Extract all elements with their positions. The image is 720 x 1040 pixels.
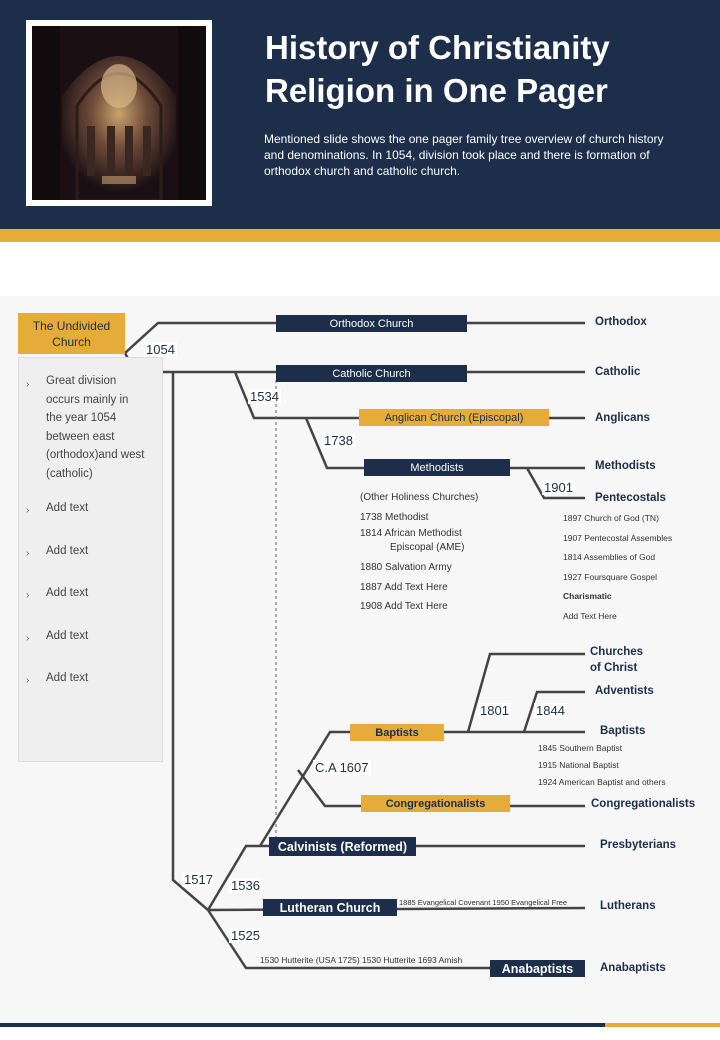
list-item: 1908 Add Text Here <box>360 601 448 612</box>
baptists-box: Baptists <box>350 724 444 741</box>
list-item: 1907 Pentecostal Assembles <box>563 532 673 543</box>
anglican-church-box: Anglican Church (Episcopal) <box>359 409 549 426</box>
sidebar-item: Add text <box>46 672 89 684</box>
outcome-orthodox: Orthodox <box>595 316 647 328</box>
sidebar-bullet: › <box>26 505 30 516</box>
list-item: 1845 Southern Baptist <box>538 743 623 753</box>
outcome-pentecostals: Pentecostals <box>595 492 666 504</box>
lutheran-note: 1885 Evangelical Covenant 1950 Evangelical Free <box>399 898 568 907</box>
outcome-churches-of-christ: Churches <box>590 646 644 658</box>
year-1054: 1054 <box>146 342 175 357</box>
outcome-lutherans: Lutherans <box>600 900 656 912</box>
outcome-methodists: Methodists <box>595 460 656 472</box>
sidebar-item: Add text <box>46 502 89 514</box>
sidebar-bullet: › <box>26 590 30 601</box>
anabaptist-note: 1530 Hutterite (USA 1725) 1530 Hutterite 1693 Amish <box>260 955 463 965</box>
page-title: History of Christianity Religion in One Pager <box>265 29 610 109</box>
outcome-presbyterians: Presbyterians <box>600 839 677 851</box>
outcome-congregationalists: Congregationalists <box>591 798 696 810</box>
pentecostal-list <box>563 509 672 626</box>
footer-accent <box>605 1023 720 1027</box>
year-1844: 1844 <box>536 703 565 718</box>
undivided-church-root: The Undivided Church <box>18 313 125 354</box>
year-1901: 1901 <box>544 480 573 495</box>
year-1738: 1738 <box>324 433 353 448</box>
list-item: 1927 Foursquare Gospel <box>563 571 658 582</box>
sidebar-bullet: › <box>26 675 30 686</box>
sidebar-bullet: › <box>26 548 30 559</box>
outcome-adventists: Adventists <box>595 685 654 697</box>
catholic-church-box: Catholic Church <box>276 365 467 382</box>
lutheran-church-box: Lutheran Church <box>263 899 397 916</box>
outcome-churches-of-christ: of Christ <box>590 662 638 674</box>
anabaptists-box: Anabaptists <box>490 960 585 977</box>
outcome-catholic: Catholic <box>595 366 641 378</box>
sidebar-item: Add text <box>46 587 89 599</box>
congregationalists-box: Congregationalists <box>361 795 510 812</box>
list-item: Episcopal (AME) <box>390 542 465 553</box>
list-item: 1897 Church of God (TN) <box>563 513 659 523</box>
list-item: 1924 American Baptist and others <box>538 777 666 787</box>
outcome-anglicans: Anglicans <box>595 412 650 424</box>
list-item: 1814 Assemblies of God <box>563 552 656 562</box>
outcome-anabaptists: Anabaptists <box>600 962 666 974</box>
year-1801: 1801 <box>480 703 509 718</box>
sidebar-item: Add text <box>46 630 89 642</box>
year-1525: 1525 <box>231 928 260 943</box>
page-subtitle: Mentioned slide shows the one pager family tree overview of church history and denominations. In 1054, division took place and there is formation of orthodox church and catholic church. <box>264 132 664 178</box>
year-1517: 1517 <box>184 872 213 887</box>
baptist-list <box>538 740 666 791</box>
calvinists-box: Calvinists (Reformed) <box>269 837 416 856</box>
year-ca-1607: C.A 1607 <box>315 760 369 775</box>
list-item: 1887 Add Text Here <box>360 581 448 593</box>
orthodox-church-box: Orthodox Church <box>276 315 467 332</box>
list-item: 1738 Methodist <box>360 511 429 523</box>
sidebar-item: Add text <box>46 545 89 557</box>
list-item: 1880 Salvation Army <box>360 562 452 573</box>
list-item: Add Text Here <box>563 610 617 621</box>
holiness-list <box>360 488 478 617</box>
sidebar-bullet: › <box>26 379 30 390</box>
list-item: 1814 African Methodist <box>360 528 462 539</box>
year-1536: 1536 <box>231 878 260 893</box>
year-1534: 1534 <box>250 389 279 404</box>
sidebar-bullet: › <box>26 633 30 644</box>
footer-line <box>0 1023 605 1027</box>
outcome-baptists: Baptists <box>600 725 646 737</box>
methodists-box: Methodists <box>364 459 510 476</box>
holiness-heading: (Other Holiness Churches) <box>360 492 479 503</box>
list-item: Charismatic <box>563 591 612 601</box>
sidebar-item: Great division occurs mainly in the year 1054 between east (orthodox)and west (catholic) <box>46 375 145 480</box>
list-item: 1915 National Baptist <box>538 760 619 770</box>
